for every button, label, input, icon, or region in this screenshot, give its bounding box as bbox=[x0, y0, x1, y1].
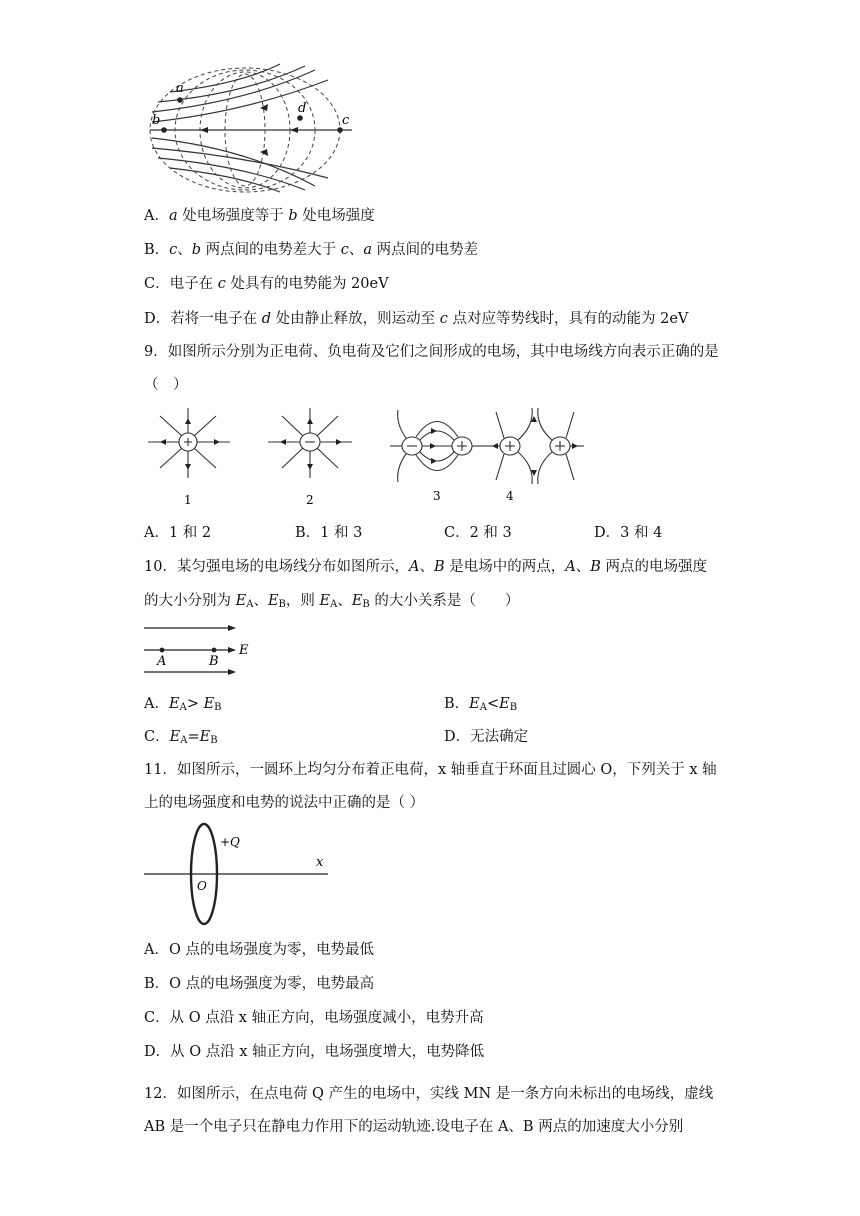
q10-stem-line1: 10．某匀强电场的电场线分布如图所示，A、B 是电场中的两点，A、B 两点的电场强度 bbox=[144, 559, 707, 575]
q8-option-b[interactable]: B．c、b 两点间的电势差大于 c、a 两点间的电势差 bbox=[144, 242, 479, 258]
fig9-label-1: 1 bbox=[184, 493, 192, 507]
q8-option-c[interactable]: C．电子在 c 处具有的电势能为 20eV bbox=[144, 276, 389, 292]
q9-option-b[interactable]: B．1 和 3 bbox=[295, 525, 363, 541]
q11-option-a[interactable]: A．O 点的电场强度为零，电势最低 bbox=[144, 942, 374, 958]
q8-option-a[interactable]: A．a 处电场强度等于 b 处电场强度 bbox=[144, 208, 375, 224]
q11-figure bbox=[140, 822, 340, 928]
q10-stem-line2: 的大小分别为 $E_A$、$E_B$，则 $E_A$、$E_B$ 的大小关系是（ ） bbox=[144, 593, 520, 610]
q11-option-c[interactable]: C．从 O 点沿 x 轴正方向，电场强度减小，电势升高 bbox=[144, 1010, 484, 1026]
q11-stem: 11．如图所示，一圆环上均匀分布着正电荷，x 轴垂直于环面且过圆心 O，下列关于 x 轴上的电场强度和电势的说法中正确的是（ ） bbox=[144, 762, 717, 811]
q11-option-b[interactable]: B．O 点的电场强度为零，电势最高 bbox=[144, 976, 375, 992]
label-b: b bbox=[152, 113, 161, 128]
fig9-label-4: 4 bbox=[506, 489, 514, 503]
q9-stem: 9．如图所示分别为正电荷、负电荷及它们之间形成的电场，其中电场线方向表示正确的是（ ） bbox=[144, 344, 719, 393]
q11-option-d[interactable]: D．从 O 点沿 x 轴正方向，电场强度增大，电势降低 bbox=[144, 1044, 485, 1060]
q10-option-d[interactable]: D．无法确定 bbox=[444, 729, 529, 745]
fig10-label-a: A bbox=[157, 654, 167, 669]
fig9-label-3: 3 bbox=[433, 489, 441, 503]
q10-option-a[interactable]: A．$E_A> E_B$ bbox=[144, 696, 222, 713]
q10-option-b[interactable]: B．$E_A<E_B$ bbox=[444, 696, 518, 713]
q9-option-d[interactable]: D．3 和 4 bbox=[594, 525, 663, 541]
label-d: d bbox=[298, 101, 307, 116]
label-c: c bbox=[342, 113, 350, 128]
field-lines-figure bbox=[140, 62, 360, 194]
q12-stem: 12．如图所示，在点电荷 Q 产生的电场中，实线 MN 是一条方向未标出的电场线，虚线 AB 是一个电子只在静电力作用下的运动轨迹.设电子在 A、B 两点的加速度大小分别 bbox=[144, 1086, 714, 1135]
label-a: a bbox=[176, 81, 184, 96]
q10-option-c[interactable]: C．$E_A=E_B$ bbox=[144, 729, 218, 746]
q10-figure bbox=[140, 620, 260, 680]
q9-option-c[interactable]: C．2 和 3 bbox=[444, 525, 512, 541]
fig11-label-x: x bbox=[316, 855, 324, 870]
fig11-label-q: +Q bbox=[220, 835, 240, 849]
fig9-label-2: 2 bbox=[306, 493, 314, 507]
fig10-label-b: B bbox=[209, 654, 219, 669]
q9-figure bbox=[140, 404, 590, 508]
fig11-label-o: O bbox=[197, 879, 207, 893]
q9-option-a[interactable]: A．1 和 2 bbox=[144, 525, 212, 541]
q8-option-d[interactable]: D．若将一电子在 d 处由静止释放，则运动至 c 点对应等势线时，具有的动能为 2eV bbox=[144, 311, 689, 327]
fig10-label-e: E bbox=[239, 643, 249, 658]
